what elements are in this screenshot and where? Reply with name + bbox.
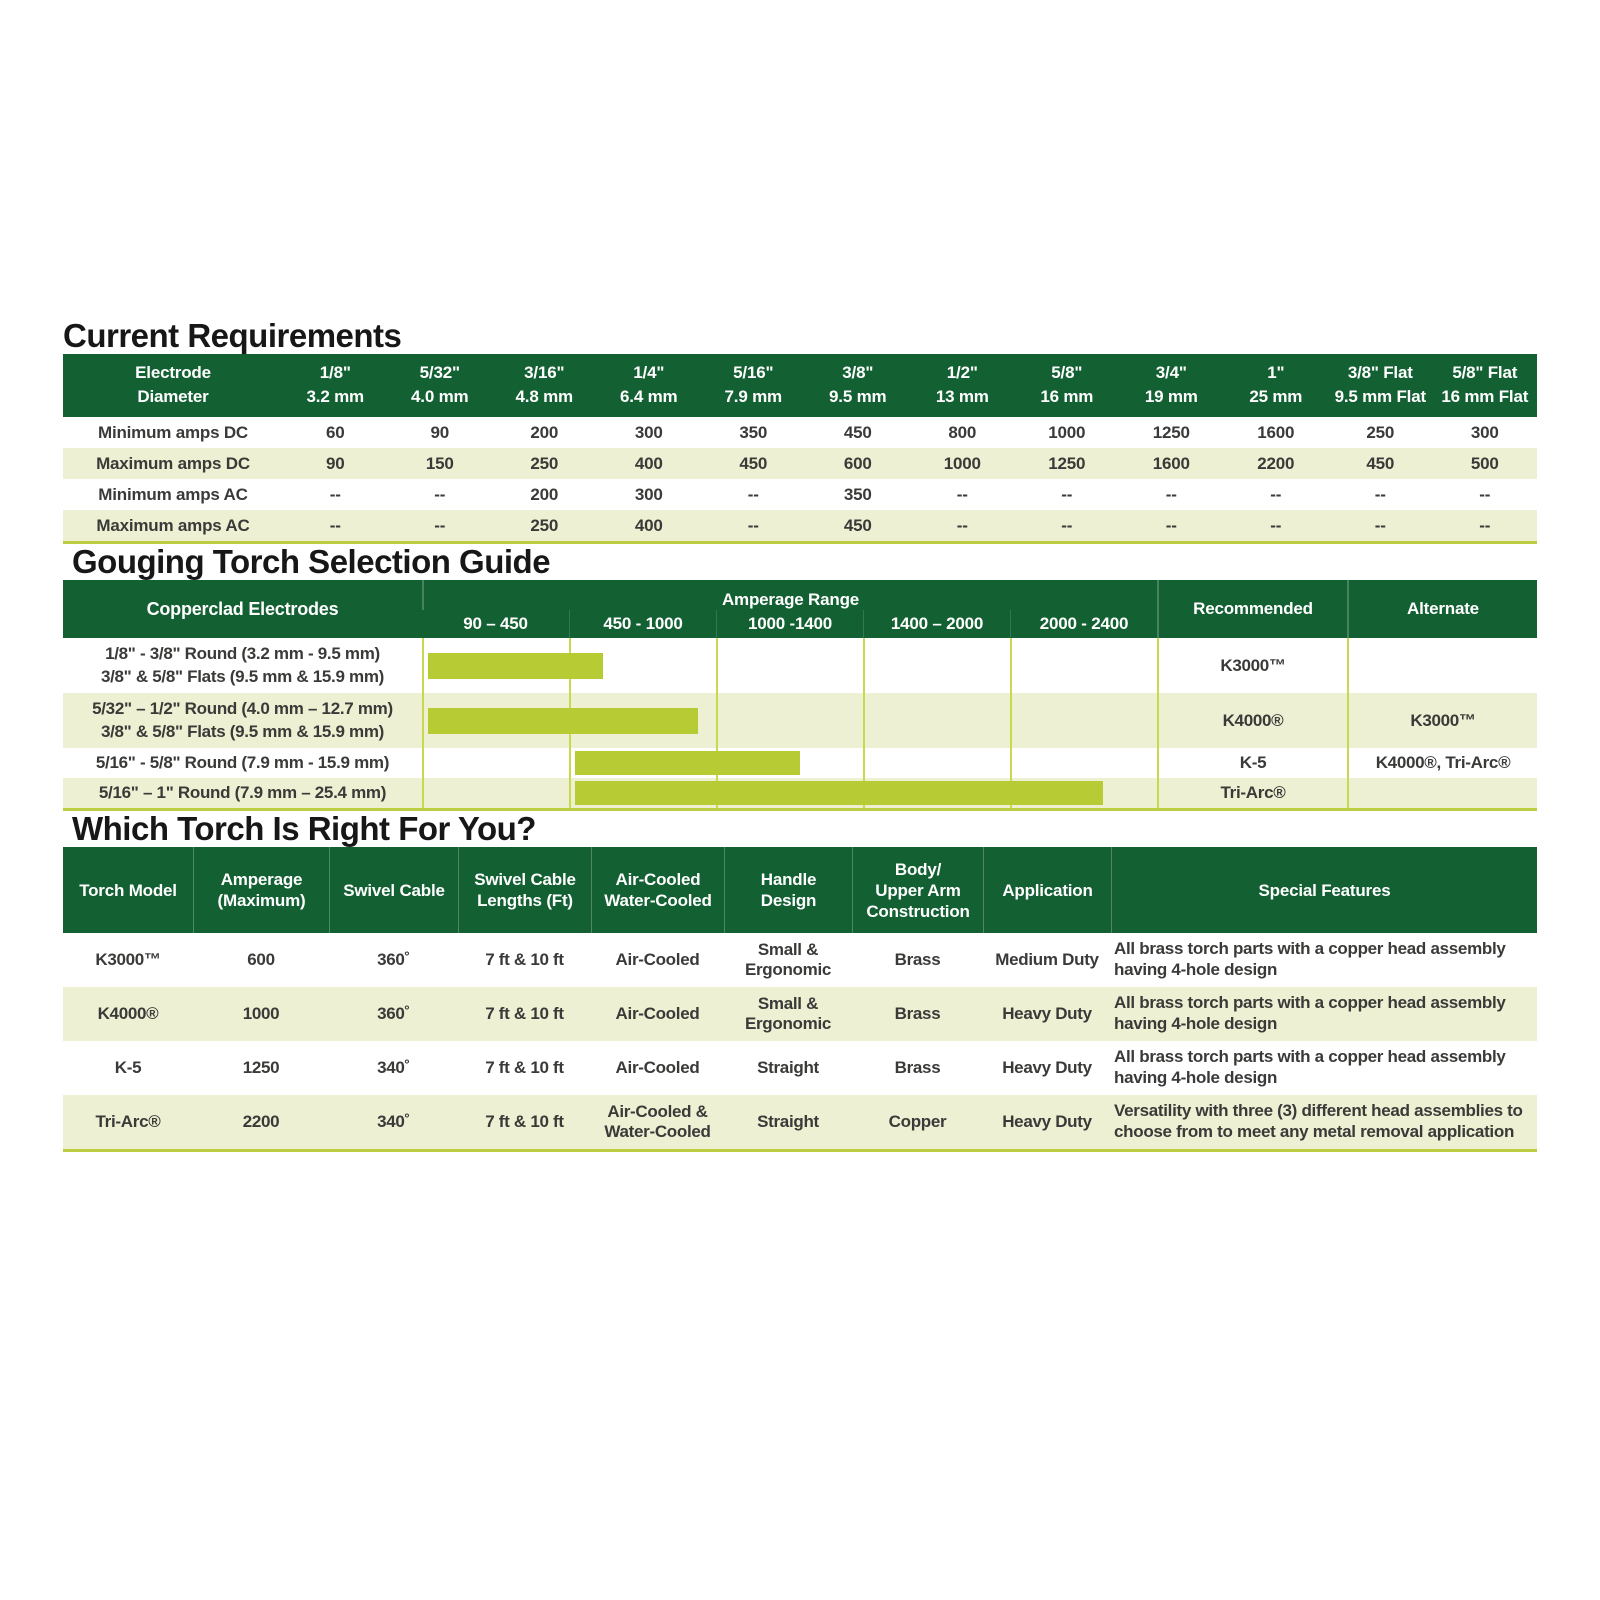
amperage-bar bbox=[428, 653, 603, 679]
recommended-torch: K-5 bbox=[1157, 748, 1347, 778]
amps-value: 1000 bbox=[943, 453, 981, 473]
amps-value: 200 bbox=[530, 422, 559, 442]
spec-cell: 340˚ bbox=[377, 1057, 410, 1077]
amps-value: -- bbox=[1374, 484, 1386, 504]
range-column-grid bbox=[863, 748, 1010, 778]
header-cell bbox=[1111, 847, 1537, 933]
diameter-mm: 19 mm bbox=[1144, 387, 1198, 406]
amps-value: 1000 bbox=[1048, 422, 1086, 442]
alternate-torch bbox=[1347, 638, 1537, 693]
spec-cell: 7 ft & 10 ft bbox=[485, 1003, 564, 1023]
diameter-mm: 25 mm bbox=[1249, 387, 1303, 406]
header-cell-diameter bbox=[1224, 361, 1329, 409]
recommended-torch: K3000™ bbox=[1157, 638, 1347, 693]
spec-cell: Small & Ergonomic bbox=[744, 939, 832, 979]
amps-value: 60 bbox=[325, 422, 345, 442]
spec-cell: Copper bbox=[888, 1111, 947, 1131]
amps-value: -- bbox=[1479, 484, 1491, 504]
header-line: Special Features bbox=[1258, 880, 1391, 900]
amps-value: 350 bbox=[739, 422, 768, 442]
diameter-inches: 3/16" bbox=[524, 363, 565, 382]
amps-value: 450 bbox=[843, 422, 872, 442]
diameter-inches: 1/2" bbox=[946, 363, 978, 382]
header-line: Handle bbox=[760, 870, 817, 889]
amps-value: 1250 bbox=[1152, 422, 1190, 442]
range-column-grid bbox=[1010, 638, 1157, 693]
range-column-grid bbox=[863, 638, 1010, 693]
amps-value: 1250 bbox=[1048, 453, 1086, 473]
header-cell-range: 2000 - 2400 bbox=[1010, 610, 1157, 638]
header-cell-range: 450 - 1000 bbox=[569, 610, 716, 638]
diameter-mm: 13 mm bbox=[935, 387, 989, 406]
spec-cell: Straight bbox=[757, 1111, 819, 1131]
header-cell bbox=[193, 847, 329, 933]
table-row bbox=[63, 778, 1537, 808]
range-column-grid bbox=[716, 693, 863, 748]
special-features-cell: All brass torch parts with a copper head assembly having 4-hole design bbox=[1114, 939, 1506, 979]
alternate-torch: K3000™ bbox=[1347, 693, 1537, 748]
spec-sheet-page bbox=[63, 318, 1537, 1152]
table-row bbox=[63, 1041, 1537, 1095]
header-cell bbox=[591, 847, 724, 933]
table-header-row bbox=[63, 354, 1537, 417]
table-row bbox=[63, 748, 1537, 778]
amperage-bar bbox=[575, 781, 1103, 805]
diameter-mm: 16 mm Flat bbox=[1441, 387, 1529, 406]
gouging-torch-selection-table bbox=[63, 580, 1537, 811]
diameter-mm: 3.2 mm bbox=[306, 387, 364, 406]
header-cell bbox=[458, 847, 591, 933]
diameter-mm: 4.8 mm bbox=[515, 387, 573, 406]
diameter-inches: 5/8" Flat bbox=[1452, 363, 1518, 382]
header-cell bbox=[63, 847, 193, 933]
spec-cell: 1250 bbox=[242, 1057, 280, 1077]
spec-cell: 1000 bbox=[242, 1003, 280, 1023]
header-cell bbox=[983, 847, 1111, 933]
diameter-inches: 5/32" bbox=[419, 363, 460, 382]
row-label: Minimum amps DC bbox=[97, 422, 249, 442]
amps-value: 300 bbox=[634, 484, 663, 504]
header-cell-diameter bbox=[910, 361, 1015, 409]
diameter-mm: 4.0 mm bbox=[411, 387, 469, 406]
header-line: Amperage bbox=[220, 870, 303, 889]
amps-value: -- bbox=[956, 515, 968, 535]
recommended-torch: Tri-Arc® bbox=[1157, 778, 1347, 808]
spec-cell: 360˚ bbox=[377, 1003, 410, 1023]
diameter-mm: 9.5 mm bbox=[829, 387, 887, 406]
row-label: Minimum amps AC bbox=[98, 484, 248, 504]
table-row bbox=[63, 638, 1537, 693]
amps-value: -- bbox=[956, 484, 968, 504]
spec-cell: Brass bbox=[894, 1003, 941, 1023]
row-label: Maximum amps DC bbox=[96, 453, 250, 473]
header-line: Lengths (Ft) bbox=[477, 891, 573, 910]
diameter-inches: 3/8" bbox=[842, 363, 874, 382]
header-cell-electrode-diameter bbox=[63, 361, 283, 409]
header-cell-range: 1000 -1400 bbox=[716, 610, 863, 638]
table-header-row bbox=[63, 847, 1537, 933]
spec-cell: Air-Cooled bbox=[615, 1057, 700, 1077]
label-line: 3/8" & 5/8" Flats (9.5 mm & 15.9 mm) bbox=[100, 721, 385, 741]
amps-value: -- bbox=[1165, 484, 1177, 504]
header-cell-diameter bbox=[1433, 361, 1538, 409]
header-cell bbox=[724, 847, 852, 933]
label-line: 1/8" - 3/8" Round (3.2 mm - 9.5 mm) bbox=[105, 643, 380, 663]
label-line: 5/16" – 1" Round (7.9 mm – 25.4 mm) bbox=[98, 782, 387, 802]
current-requirements-table bbox=[63, 354, 1537, 544]
amps-value: -- bbox=[1479, 515, 1491, 535]
header-line: Water-Cooled bbox=[604, 891, 712, 910]
amps-value: -- bbox=[329, 515, 341, 535]
row-label: Maximum amps AC bbox=[96, 515, 250, 535]
range-column-grid bbox=[716, 638, 863, 693]
header-line: Air-Cooled bbox=[615, 870, 701, 889]
electrode-size-label bbox=[63, 693, 422, 748]
header-cell-recommended: Recommended bbox=[1157, 580, 1347, 638]
amps-value: -- bbox=[747, 515, 759, 535]
header-cell-diameter bbox=[388, 361, 493, 409]
amps-value: 800 bbox=[948, 422, 977, 442]
amps-value: -- bbox=[1165, 515, 1177, 535]
amps-value: -- bbox=[329, 484, 341, 504]
amps-value: -- bbox=[1270, 515, 1282, 535]
amps-value: 90 bbox=[325, 453, 345, 473]
spec-cell: 360˚ bbox=[377, 949, 410, 969]
amps-value: 350 bbox=[843, 484, 872, 504]
spec-cell: Tri-Arc® bbox=[95, 1111, 161, 1131]
header-cell-amperage-range: Amperage Range bbox=[422, 580, 1157, 610]
spec-cell: Small & Ergonomic bbox=[744, 993, 832, 1033]
table-row bbox=[63, 987, 1537, 1041]
diameter-inches: 5/8" bbox=[1051, 363, 1083, 382]
header-cell bbox=[852, 847, 983, 933]
range-column-grid bbox=[422, 778, 569, 808]
header-line: Application bbox=[1002, 880, 1093, 900]
header-cell-diameter bbox=[597, 361, 702, 409]
amps-value: 200 bbox=[530, 484, 559, 504]
amps-value: -- bbox=[747, 484, 759, 504]
amps-value: 400 bbox=[634, 453, 663, 473]
spec-cell: Air-Cooled & Water-Cooled bbox=[604, 1101, 711, 1141]
amps-value: -- bbox=[434, 515, 446, 535]
header-line: Design bbox=[760, 891, 817, 910]
electrode-size-label bbox=[63, 748, 422, 778]
header-cell-diameter bbox=[701, 361, 806, 409]
spec-cell: Heavy Duty bbox=[1002, 1057, 1092, 1077]
header-line: Upper Arm bbox=[875, 880, 961, 900]
spec-cell: Air-Cooled bbox=[615, 1003, 700, 1023]
amps-value: 300 bbox=[634, 422, 663, 442]
spec-cell: Straight bbox=[757, 1057, 819, 1077]
header-line: Construction bbox=[866, 901, 970, 921]
amperage-range-cell bbox=[422, 638, 1157, 693]
header-cell-diameter bbox=[283, 361, 388, 409]
amperage-range-cell bbox=[422, 748, 1157, 778]
spec-cell: Heavy Duty bbox=[1002, 1003, 1092, 1023]
amps-value: 250 bbox=[1366, 422, 1395, 442]
amps-value: 500 bbox=[1470, 453, 1499, 473]
amps-value: 600 bbox=[843, 453, 872, 473]
header-cell-diameter bbox=[492, 361, 597, 409]
table-header-row bbox=[63, 580, 1537, 638]
amps-value: -- bbox=[1061, 515, 1073, 535]
header-cell-copperclad: Copperclad Electrodes bbox=[146, 598, 339, 619]
header-cell-alternate: Alternate bbox=[1347, 580, 1537, 638]
header-line: Torch Model bbox=[79, 880, 177, 900]
table-row bbox=[63, 417, 1537, 448]
amps-value: 2200 bbox=[1257, 453, 1295, 473]
amps-value: 250 bbox=[530, 453, 559, 473]
label-line: 5/16" - 5/8" Round (7.9 mm - 15.9 mm) bbox=[95, 752, 390, 772]
amps-value: -- bbox=[1374, 515, 1386, 535]
header-line: Body/ bbox=[894, 859, 942, 879]
diameter-mm: 7.9 mm bbox=[724, 387, 782, 406]
spec-cell: Brass bbox=[894, 949, 941, 969]
spec-cell: 7 ft & 10 ft bbox=[485, 1057, 564, 1077]
diameter-mm: 9.5 mm Flat bbox=[1334, 387, 1426, 406]
spec-cell: 7 ft & 10 ft bbox=[485, 949, 564, 969]
amps-value: 90 bbox=[430, 422, 449, 442]
torch-guide-title: Which Torch Is Right For You? bbox=[72, 810, 536, 847]
diameter-inches: 3/4" bbox=[1155, 363, 1187, 382]
amps-value: 450 bbox=[843, 515, 872, 535]
diameter-inches: 3/8" Flat bbox=[1347, 363, 1413, 382]
spec-cell: K4000® bbox=[97, 1003, 159, 1023]
amperage-bar bbox=[575, 751, 800, 775]
table-row bbox=[63, 933, 1537, 987]
diameter-mm: 6.4 mm bbox=[620, 387, 678, 406]
spec-cell: Air-Cooled bbox=[615, 949, 700, 969]
label-line: 5/32" – 1/2" Round (4.0 mm – 12.7 mm) bbox=[92, 698, 393, 718]
diameter-inches: 1/4" bbox=[633, 363, 665, 382]
header-line: Swivel Cable bbox=[474, 870, 576, 889]
range-column-grid bbox=[1010, 693, 1157, 748]
spec-cell: 7 ft & 10 ft bbox=[485, 1111, 564, 1131]
header-line: (Maximum) bbox=[217, 891, 306, 910]
diameter-inches: 1" bbox=[1267, 363, 1285, 382]
gouging-guide-title: Gouging Torch Selection Guide bbox=[72, 543, 551, 580]
header-line: Diameter bbox=[137, 387, 209, 406]
range-column-grid bbox=[422, 748, 569, 778]
amperage-range-cell bbox=[422, 693, 1157, 748]
recommended-torch: K4000® bbox=[1157, 693, 1347, 748]
header-line: Electrode bbox=[135, 363, 211, 382]
amps-value: 150 bbox=[425, 453, 454, 473]
diameter-inches: 1/8" bbox=[319, 363, 351, 382]
header-cell bbox=[329, 847, 458, 933]
electrode-size-label bbox=[63, 778, 422, 808]
spec-cell: 340˚ bbox=[377, 1111, 410, 1131]
amps-value: -- bbox=[1061, 484, 1073, 504]
header-cell-range: 1400 – 2000 bbox=[863, 610, 1010, 638]
amps-value: 1600 bbox=[1152, 453, 1190, 473]
spec-cell: 2200 bbox=[242, 1111, 280, 1131]
amperage-bar bbox=[428, 708, 698, 734]
range-column-grid bbox=[863, 693, 1010, 748]
header-cell-diameter bbox=[1119, 361, 1224, 409]
amps-value: -- bbox=[434, 484, 446, 504]
diameter-inches: 5/16" bbox=[733, 363, 774, 382]
special-features-cell: All brass torch parts with a copper head assembly having 4-hole design bbox=[1114, 1047, 1506, 1087]
header-cell-range: 90 – 450 bbox=[463, 614, 528, 633]
diameter-mm: 16 mm bbox=[1040, 387, 1094, 406]
special-features-cell: Versatility with three (3) different head assemblies to choose from to meet any metal removal application bbox=[1114, 1101, 1523, 1141]
amps-value: 450 bbox=[739, 453, 768, 473]
spec-cell: 600 bbox=[247, 949, 275, 969]
header-cell-diameter bbox=[806, 361, 911, 409]
table-row bbox=[63, 510, 1537, 541]
table-row bbox=[63, 1095, 1537, 1149]
spec-cell: K-5 bbox=[114, 1057, 142, 1077]
label-line: 3/8" & 5/8" Flats (9.5 mm & 15.9 mm) bbox=[100, 666, 385, 686]
spec-cell: Heavy Duty bbox=[1002, 1111, 1092, 1131]
table-row bbox=[63, 448, 1537, 479]
table-row bbox=[63, 479, 1537, 510]
amps-value: 250 bbox=[530, 515, 559, 535]
table-row bbox=[63, 693, 1537, 748]
alternate-torch: K4000®, Tri-Arc® bbox=[1347, 748, 1537, 778]
spec-cell: Brass bbox=[894, 1057, 941, 1077]
amps-value: -- bbox=[1270, 484, 1282, 504]
range-column-grid bbox=[1010, 748, 1157, 778]
amps-value: 1600 bbox=[1257, 422, 1295, 442]
amps-value: 300 bbox=[1470, 422, 1499, 442]
special-features-cell: All brass torch parts with a copper head assembly having 4-hole design bbox=[1114, 993, 1506, 1033]
header-cell-diameter bbox=[1015, 361, 1120, 409]
amps-value: 400 bbox=[634, 515, 663, 535]
electrode-size-label bbox=[63, 638, 422, 693]
spec-cell: Medium Duty bbox=[995, 949, 1099, 969]
spec-cell: K3000™ bbox=[95, 949, 161, 969]
alternate-torch bbox=[1347, 778, 1537, 808]
header-cell-diameter bbox=[1328, 361, 1433, 409]
header-line: Swivel Cable bbox=[343, 880, 445, 900]
amperage-range-cell bbox=[422, 778, 1157, 808]
current-requirements-title: Current Requirements bbox=[63, 317, 402, 354]
amps-value: 450 bbox=[1366, 453, 1395, 473]
torch-comparison-table bbox=[63, 847, 1537, 1152]
